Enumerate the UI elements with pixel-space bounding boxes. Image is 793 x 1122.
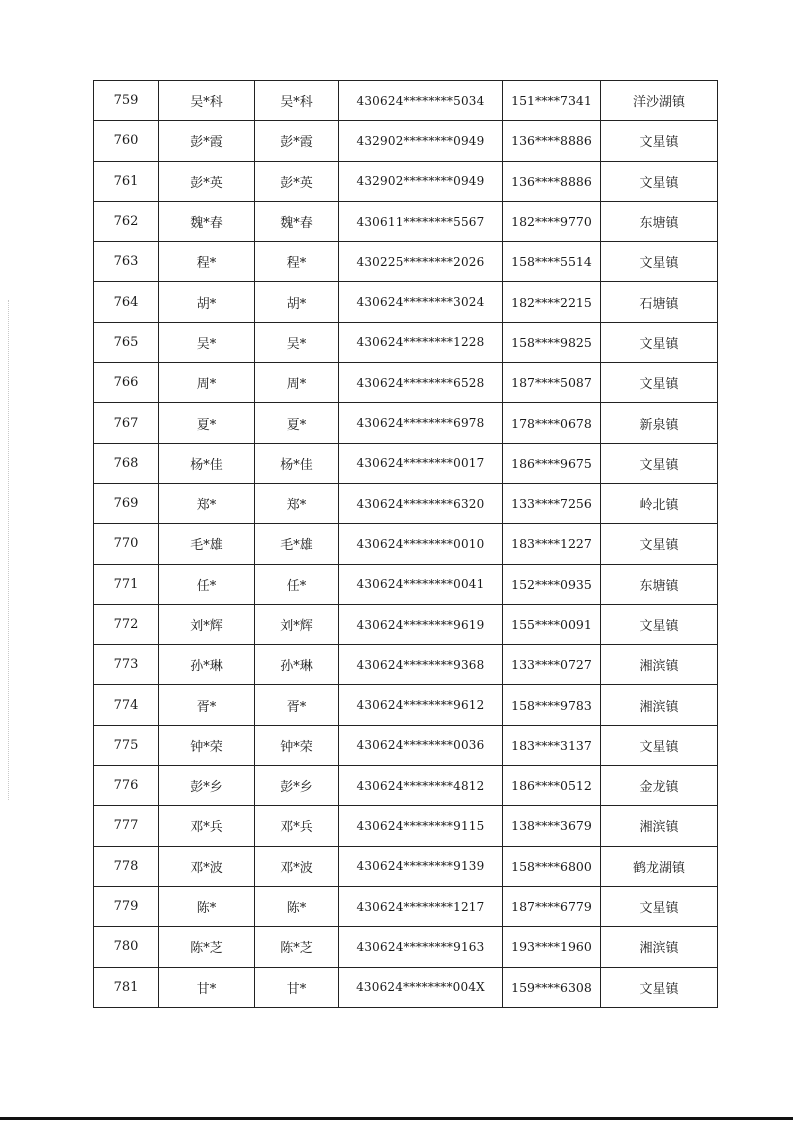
phone-cell: 182****9770	[503, 201, 601, 241]
name-repeat-cell: 毛*雄	[255, 524, 339, 564]
row-number-cell: 778	[94, 846, 159, 886]
row-number-cell: 760	[94, 121, 159, 161]
name-repeat-cell: 甘*	[255, 967, 339, 1007]
id-number-cell: 430624********0036	[339, 725, 503, 765]
row-number-cell: 781	[94, 967, 159, 1007]
town-cell: 湘滨镇	[601, 927, 718, 967]
row-number-cell: 777	[94, 806, 159, 846]
table-row	[94, 645, 718, 685]
table-row	[94, 967, 718, 1007]
name-cell: 邓*波	[159, 846, 255, 886]
id-number-cell: 430624********9115	[339, 806, 503, 846]
name-repeat-cell: 彭*乡	[255, 766, 339, 806]
phone-cell: 182****2215	[503, 282, 601, 322]
page-bottom-rule	[0, 1117, 793, 1120]
table-row	[94, 81, 718, 121]
name-cell: 甘*	[159, 967, 255, 1007]
id-number-cell: 430624********1228	[339, 322, 503, 362]
name-repeat-cell: 胡*	[255, 282, 339, 322]
town-cell: 石塘镇	[601, 282, 718, 322]
town-cell: 文星镇	[601, 604, 718, 644]
table-row	[94, 806, 718, 846]
table-row	[94, 282, 718, 322]
name-cell: 钟*荣	[159, 725, 255, 765]
id-number-cell: 430624********6978	[339, 403, 503, 443]
name-cell: 程*	[159, 242, 255, 282]
table-row	[94, 886, 718, 926]
row-number-cell: 769	[94, 483, 159, 523]
row-number-cell: 766	[94, 363, 159, 403]
table-row	[94, 846, 718, 886]
phone-cell: 158****9825	[503, 322, 601, 362]
name-repeat-cell: 彭*霞	[255, 121, 339, 161]
town-cell: 湘滨镇	[601, 806, 718, 846]
id-number-cell: 430624********4812	[339, 766, 503, 806]
roster-table-body	[94, 81, 718, 1008]
row-number-cell: 764	[94, 282, 159, 322]
phone-cell: 138****3679	[503, 806, 601, 846]
name-repeat-cell: 彭*英	[255, 161, 339, 201]
id-number-cell: 430624********004X	[339, 967, 503, 1007]
name-cell: 毛*雄	[159, 524, 255, 564]
name-cell: 郑*	[159, 483, 255, 523]
id-number-cell: 430624********0010	[339, 524, 503, 564]
name-cell: 彭*霞	[159, 121, 255, 161]
name-cell: 彭*乡	[159, 766, 255, 806]
name-cell: 吴*科	[159, 81, 255, 121]
name-cell: 周*	[159, 363, 255, 403]
row-number-cell: 772	[94, 604, 159, 644]
table-row	[94, 564, 718, 604]
id-number-cell: 430624********9368	[339, 645, 503, 685]
town-cell: 文星镇	[601, 725, 718, 765]
table-row	[94, 121, 718, 161]
name-cell: 陈*芝	[159, 927, 255, 967]
town-cell: 新泉镇	[601, 403, 718, 443]
table-row	[94, 927, 718, 967]
name-repeat-cell: 程*	[255, 242, 339, 282]
id-number-cell: 432902********0949	[339, 121, 503, 161]
town-cell: 金龙镇	[601, 766, 718, 806]
table-row	[94, 604, 718, 644]
table-row	[94, 685, 718, 725]
phone-cell: 133****0727	[503, 645, 601, 685]
roster-table	[93, 80, 718, 1008]
name-cell: 任*	[159, 564, 255, 604]
name-repeat-cell: 任*	[255, 564, 339, 604]
name-cell: 彭*英	[159, 161, 255, 201]
town-cell: 东塘镇	[601, 564, 718, 604]
id-number-cell: 430624********5034	[339, 81, 503, 121]
row-number-cell: 763	[94, 242, 159, 282]
town-cell: 文星镇	[601, 161, 718, 201]
town-cell: 文星镇	[601, 322, 718, 362]
town-cell: 鹤龙湖镇	[601, 846, 718, 886]
row-number-cell: 771	[94, 564, 159, 604]
row-number-cell: 770	[94, 524, 159, 564]
table-row	[94, 201, 718, 241]
name-repeat-cell: 吴*科	[255, 81, 339, 121]
table-row	[94, 725, 718, 765]
town-cell: 文星镇	[601, 443, 718, 483]
town-cell: 文星镇	[601, 121, 718, 161]
name-repeat-cell: 陈*	[255, 886, 339, 926]
phone-cell: 183****1227	[503, 524, 601, 564]
name-repeat-cell: 孙*琳	[255, 645, 339, 685]
id-number-cell: 430624********6320	[339, 483, 503, 523]
name-repeat-cell: 魏*春	[255, 201, 339, 241]
name-repeat-cell: 杨*佳	[255, 443, 339, 483]
name-repeat-cell: 吴*	[255, 322, 339, 362]
town-cell: 文星镇	[601, 886, 718, 926]
row-number-cell: 780	[94, 927, 159, 967]
phone-cell: 136****8886	[503, 121, 601, 161]
phone-cell: 178****0678	[503, 403, 601, 443]
row-number-cell: 779	[94, 886, 159, 926]
phone-cell: 151****7341	[503, 81, 601, 121]
id-number-cell: 430624********9139	[339, 846, 503, 886]
id-number-cell: 430225********2026	[339, 242, 503, 282]
row-number-cell: 759	[94, 81, 159, 121]
phone-cell: 186****0512	[503, 766, 601, 806]
id-number-cell: 430624********9612	[339, 685, 503, 725]
row-number-cell: 767	[94, 403, 159, 443]
table-row	[94, 766, 718, 806]
id-number-cell: 430624********0041	[339, 564, 503, 604]
name-repeat-cell: 邓*兵	[255, 806, 339, 846]
town-cell: 湘滨镇	[601, 685, 718, 725]
row-number-cell: 773	[94, 645, 159, 685]
name-cell: 孙*琳	[159, 645, 255, 685]
name-cell: 杨*佳	[159, 443, 255, 483]
id-number-cell: 430624********3024	[339, 282, 503, 322]
phone-cell: 155****0091	[503, 604, 601, 644]
id-number-cell: 430624********6528	[339, 363, 503, 403]
id-number-cell: 430624********1217	[339, 886, 503, 926]
name-cell: 夏*	[159, 403, 255, 443]
scan-margin-marks	[8, 300, 10, 800]
name-cell: 邓*兵	[159, 806, 255, 846]
name-repeat-cell: 夏*	[255, 403, 339, 443]
table-row	[94, 403, 718, 443]
name-cell: 胥*	[159, 685, 255, 725]
table-row	[94, 161, 718, 201]
phone-cell: 183****3137	[503, 725, 601, 765]
name-repeat-cell: 周*	[255, 363, 339, 403]
phone-cell: 159****6308	[503, 967, 601, 1007]
name-cell: 胡*	[159, 282, 255, 322]
name-cell: 陈*	[159, 886, 255, 926]
id-number-cell: 432902********0949	[339, 161, 503, 201]
row-number-cell: 774	[94, 685, 159, 725]
table-row	[94, 242, 718, 282]
phone-cell: 158****9783	[503, 685, 601, 725]
row-number-cell: 762	[94, 201, 159, 241]
name-cell: 魏*春	[159, 201, 255, 241]
id-number-cell: 430611********5567	[339, 201, 503, 241]
name-cell: 刘*辉	[159, 604, 255, 644]
town-cell: 文星镇	[601, 242, 718, 282]
town-cell: 洋沙湖镇	[601, 81, 718, 121]
town-cell: 文星镇	[601, 363, 718, 403]
table-row	[94, 322, 718, 362]
phone-cell: 133****7256	[503, 483, 601, 523]
name-cell: 吴*	[159, 322, 255, 362]
table-row	[94, 443, 718, 483]
phone-cell: 152****0935	[503, 564, 601, 604]
phone-cell: 158****6800	[503, 846, 601, 886]
name-repeat-cell: 陈*芝	[255, 927, 339, 967]
phone-cell: 187****6779	[503, 886, 601, 926]
id-number-cell: 430624********0017	[339, 443, 503, 483]
phone-cell: 136****8886	[503, 161, 601, 201]
phone-cell: 186****9675	[503, 443, 601, 483]
phone-cell: 158****5514	[503, 242, 601, 282]
row-number-cell: 761	[94, 161, 159, 201]
table-row	[94, 483, 718, 523]
town-cell: 湘滨镇	[601, 645, 718, 685]
name-repeat-cell: 郑*	[255, 483, 339, 523]
phone-cell: 187****5087	[503, 363, 601, 403]
table-row	[94, 363, 718, 403]
name-repeat-cell: 胥*	[255, 685, 339, 725]
phone-cell: 193****1960	[503, 927, 601, 967]
town-cell: 东塘镇	[601, 201, 718, 241]
town-cell: 岭北镇	[601, 483, 718, 523]
name-repeat-cell: 钟*荣	[255, 725, 339, 765]
town-cell: 文星镇	[601, 967, 718, 1007]
row-number-cell: 776	[94, 766, 159, 806]
row-number-cell: 775	[94, 725, 159, 765]
table-row	[94, 524, 718, 564]
row-number-cell: 765	[94, 322, 159, 362]
town-cell: 文星镇	[601, 524, 718, 564]
id-number-cell: 430624********9163	[339, 927, 503, 967]
row-number-cell: 768	[94, 443, 159, 483]
name-repeat-cell: 邓*波	[255, 846, 339, 886]
id-number-cell: 430624********9619	[339, 604, 503, 644]
name-repeat-cell: 刘*辉	[255, 604, 339, 644]
